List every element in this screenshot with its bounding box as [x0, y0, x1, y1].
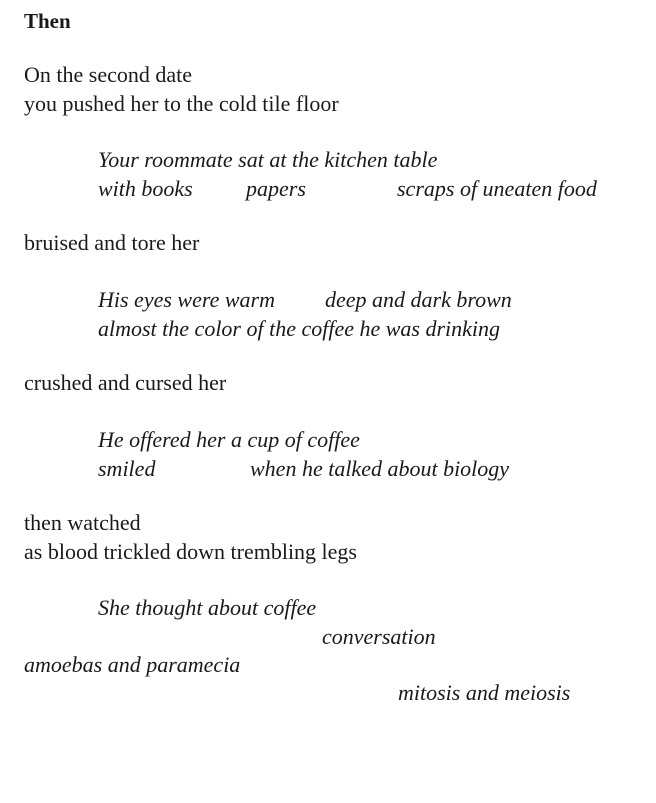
poem-line: On the second date	[24, 62, 192, 87]
poem-line-italic: mitosis and meiosis	[398, 680, 571, 705]
poem-line-italic: scraps of uneaten food	[397, 176, 597, 201]
poem-line-italic: smiled	[98, 456, 156, 481]
poem-line-italic: His eyes were warm	[98, 287, 275, 312]
poem-title: Then	[24, 9, 71, 33]
poem-line: then watched	[24, 510, 141, 535]
poem-line-italic: amoebas and paramecia	[24, 652, 241, 677]
poem-line: as blood trickled down trembling legs	[24, 539, 357, 564]
poem-line: bruised and tore her	[24, 230, 200, 255]
poem-line-italic: Your roommate sat at the kitchen table	[98, 147, 438, 172]
poem-line-italic: He offered her a cup of coffee	[98, 427, 360, 452]
poem-line-italic: papers	[246, 176, 306, 201]
poem-line-italic: almost the color of the coffee he was drinking	[98, 316, 501, 341]
poem-line-italic: when he talked about biology	[250, 456, 510, 481]
poem-line-italic: with books	[98, 176, 193, 201]
poem-line-italic: deep and dark brown	[325, 287, 512, 312]
poem-line: you pushed her to the cold tile floor	[24, 91, 339, 116]
poem-line-italic: conversation	[322, 624, 436, 649]
poem-line: crushed and cursed her	[24, 370, 227, 395]
poem-line-italic: She thought about coffee	[98, 595, 317, 620]
